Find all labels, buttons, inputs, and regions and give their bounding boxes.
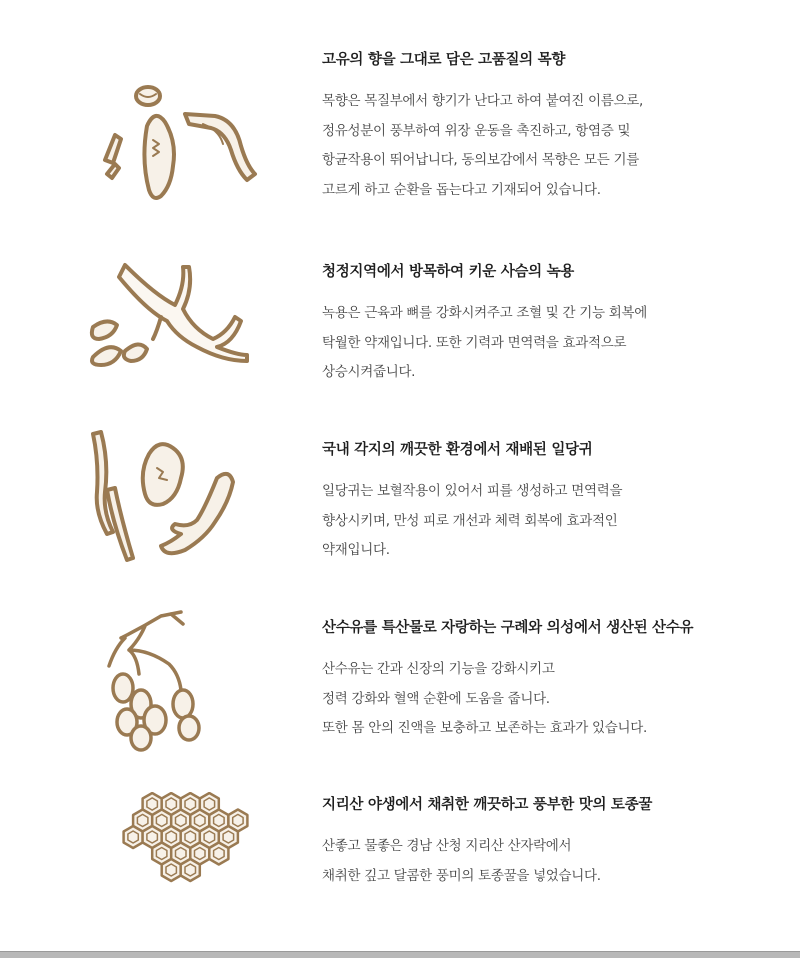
description-line: 채취한 깊고 달콤한 풍미의 토종꿀을 넣었습니다.	[322, 867, 601, 884]
description-line: 산좋고 물좋은 경남 산청 지리산 산자락에서	[322, 838, 572, 854]
description-line: 녹용은 근육과 뼈를 강화시켜주고 조혈 및 간 기능 회복에	[322, 305, 647, 321]
section-title: 국내 각지의 깨끗한 환경에서 재배된 일당귀	[322, 442, 593, 458]
section-description	[322, 832, 762, 891]
description-line: 약재입니다.	[322, 542, 390, 558]
description-line: 항균작용이 뛰어납니다, 동의보감에서 목향은 모든 기를	[322, 152, 639, 168]
angelica-root-icon	[85, 428, 265, 568]
section-description	[322, 299, 762, 388]
description-line: 정력 강화와 혈액 순환에 도움을 줍니다.	[322, 690, 550, 707]
section-description	[322, 477, 762, 566]
section-title: 고유의 향을 그대로 담은 고품질의 목향	[322, 52, 566, 68]
description-line: 탁월한 약재입니다. 또한 기력과 면역력을 효과적으로	[322, 334, 627, 351]
description-line: 상승시켜줍니다.	[322, 364, 416, 380]
section-title: 지리산 야생에서 채취한 깨끗하고 풍부한 맛의 토종꿀	[322, 797, 653, 813]
section-title: 산수유를 특산물로 자랑하는 구례와 의성에서 생산된 산수유	[322, 620, 694, 636]
description-line: 정유성분이 풍부하여 위장 운동을 촉진하고, 항염증 및	[322, 122, 631, 139]
description-line: 일당귀는 보혈작용이 있어서 피를 생성하고 면역력을	[322, 483, 623, 499]
description-line: 고르게 하고 순환을 돕는다고 기재되어 있습니다.	[322, 181, 601, 198]
section-title: 청정지역에서 방목하여 키운 사슴의 녹용	[322, 264, 575, 280]
deer-antler-icon	[85, 255, 265, 385]
description-line: 목향은 목질부에서 향기가 난다고 하여 붙여진 이름으로,	[322, 93, 643, 109]
cornus-fruit-icon	[85, 608, 265, 758]
section-description	[322, 87, 762, 205]
mokhyang-root-icon	[85, 78, 265, 218]
description-line: 또한 몸 안의 진액을 보충하고 보존하는 효과가 있습니다.	[322, 720, 647, 736]
description-line: 향상시키며, 만성 피로 개선과 체력 회복에 효과적인	[322, 512, 618, 529]
section-description	[322, 655, 762, 744]
description-line: 산수유는 간과 신장의 기능을 강화시키고	[322, 661, 555, 677]
honeycomb-icon	[85, 792, 265, 892]
